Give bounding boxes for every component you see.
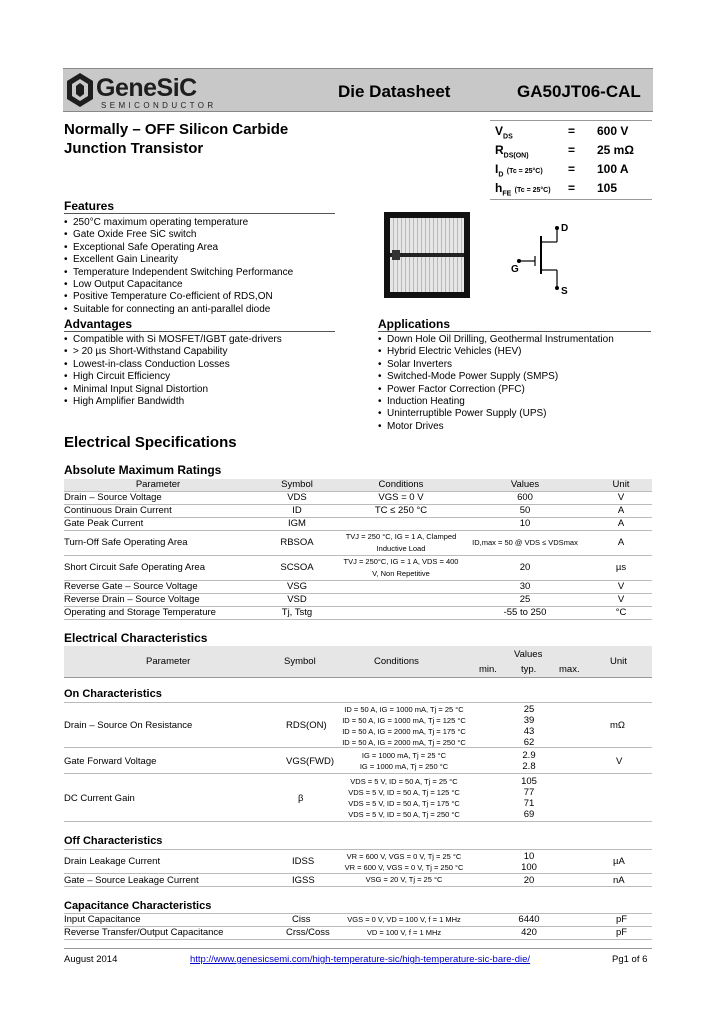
logo-subtitle: SEMICONDUCTOR [101,101,217,110]
table-row: Gate Forward Voltage VGS(FWD) IG = 1000 mA, Tj = 25 °C IG = 1000 mA, Tj = 250 °C 2.9 2.8 V [64,750,652,774]
source-label: S [561,286,568,297]
elec-char-heading: Electrical Characteristics [64,631,208,645]
gate-label: G [511,264,519,275]
applications-heading: Applications [378,317,451,331]
gate-pad [392,250,400,260]
table-row: Reverse Transfer/Output Capacitance Crss/Coss VD = 100 V, f = 1 MHz 420 pF [64,927,652,940]
spec-row: $V_{DS}$ = 600 V [495,124,629,141]
list-item: • Hybrid Electric Vehicles (HEV) [378,346,614,358]
list-item: • Down Hole Oil Drilling, Geothermal Instrumentation [378,334,614,346]
abs-max-heading: Absolute Maximum Ratings [64,463,222,477]
applications-list [378,334,614,433]
table-row: Input Capacitance Ciss VGS = 0 V, VD = 100 V, f = 1 MHz 6440 pF [64,914,652,927]
transistor-symbol-icon [505,218,585,298]
drain-label: D [561,223,569,234]
logo-text: GeneSiC [96,74,197,102]
cap-char-heading: Capacitance Characteristics [64,900,212,912]
table-row: Gate Peak Current IGM 10 A [64,518,652,531]
divider [64,702,652,703]
features-heading: Features [64,199,115,213]
footer-link[interactable]: http://www.genesicsemi.com/high-temperature-sic/high-temperature-sic-bare-die/ [190,954,531,965]
features-list [64,217,293,316]
table-header-row: Parameter Symbol Conditions Values Unit [64,479,652,492]
part-number: GA50JT06-CAL [517,82,641,101]
list-item: • Switched-Mode Power Supply (SMPS) [378,371,614,383]
table-row: Continuous Drain Current ID TC ≤ 250 °C 50 A [64,505,652,518]
key-spec-box [490,120,652,200]
document-title: Normally – OFF Silicon Carbide Junction Transistor [64,121,289,157]
on-char-heading: On Characteristics [64,688,162,700]
abs-max-table [64,479,652,620]
list-item: • Lowest-in-class Conduction Losses [64,359,282,371]
list-item: • Induction Heating [378,396,614,408]
genesic-logo-icon [66,72,94,108]
header-title: Die Datasheet [338,82,451,101]
footer-page: Pg1 of 6 [612,954,648,965]
footer-divider [64,948,652,949]
table-row: Drain Leakage Current IDSS VR = 600 V, VGS = 0 V, Tj = 25 °C VR = 600 V, VGS = 0 V, Tj = 250 °C 10 100 µA [64,850,652,874]
table-row: Reverse Gate – Source Voltage VSG 30 V [64,581,652,594]
electrical-specs-heading: Electrical Specifications [64,434,237,451]
spec-row: $h_{FE}$ (Tc = 25°C) = 105 [495,181,618,198]
list-item: • Uninterruptible Power Supply (UPS) [378,408,614,420]
list-item: • Solar Inverters [378,359,614,371]
list-item: • Minimal Input Signal Distortion [64,384,282,396]
elec-char-header: Parameter Symbol Conditions Values min. typ. max. Unit [64,646,652,678]
spec-row: $I_D$ (Tc = 25°C) = 100 A [495,162,629,179]
advantages-heading: Advantages [64,317,133,331]
table-row: Reverse Drain – Source Voltage VSD 25 V [64,594,652,607]
table-row: Drain – Source On Resistance RDS(ON) ID = 50 A, IG = 1000 mA, Tj = 25 °C ID = 50 A, IG = 1000 mA, Tj = 125 °C ID = 50 A, IG = 2000 mA, Tj = 175 °C ID = 50 A, IG = 2000 mA, Tj = 250 °C 25 39 43 62 mΩ [64,704,652,748]
list-item: • Exceptional Safe Operating Area [64,242,293,254]
list-item: • Positive Temperature Co-efficient of RDS,ON [64,291,293,303]
table-row: Gate – Source Leakage Current IGSS VSG = 20 V, Tj = 25 °C 20 nA [64,874,652,887]
gate-bus [390,253,464,257]
footer-date: August 2014 [64,954,118,965]
list-item: • Motor Drives [378,421,614,433]
list-item: • Temperature Independent Switching Performance [64,267,293,279]
table-row: Short Circuit Safe Operating Area SCSOA TVJ = 250°C, IG = 1 A, VDS = 400 V, Non Repetitive 20 µs [64,556,652,581]
table-row: Drain – Source Voltage VDS VGS = 0 V 600 V [64,492,652,505]
list-item: • > 20 µs Short-Withstand Capability [64,346,282,358]
list-item: • Gate Oxide Free SiC switch [64,229,293,241]
list-item: • 250°C maximum operating temperature [64,217,293,229]
table-row: Operating and Storage Temperature Tj, Tstg -55 to 250 °C [64,607,652,620]
spec-row: $R_{DS(ON)}$ = 25 mΩ [495,143,634,160]
list-item: • Suitable for connecting an anti-parallel diode [64,304,293,316]
divider [378,331,651,332]
list-item: • Compatible with Si MOSFET/IGBT gate-drivers [64,334,282,346]
list-item: • High Circuit Efficiency [64,371,282,383]
table-row: DC Current Gain β VDS = 5 V, ID = 50 A, Tj = 25 °C VDS = 5 V, ID = 50 A, Tj = 125 °C VDS = 5 V, ID = 50 A, Tj = 175 °C VDS = 5 V, ID = 50 A, Tj = 250 °C 105 77 71 69 [64,776,652,822]
die-image [384,212,470,298]
advantages-list [64,334,282,408]
list-item: • High Amplifier Bandwidth [64,396,282,408]
list-item: • Low Output Capacitance [64,279,293,291]
list-item: • Excellent Gain Linearity [64,254,293,266]
divider [64,213,335,214]
off-char-heading: Off Characteristics [64,835,163,847]
table-row: Turn-Off Safe Operating Area RBSOA TVJ = 250 °C, IG = 1 A, Clamped Inductive Load ID,max = 50 @ VDS ≤ VDSmax A [64,531,652,556]
list-item: • Power Factor Correction (PFC) [378,384,614,396]
divider [64,331,335,332]
